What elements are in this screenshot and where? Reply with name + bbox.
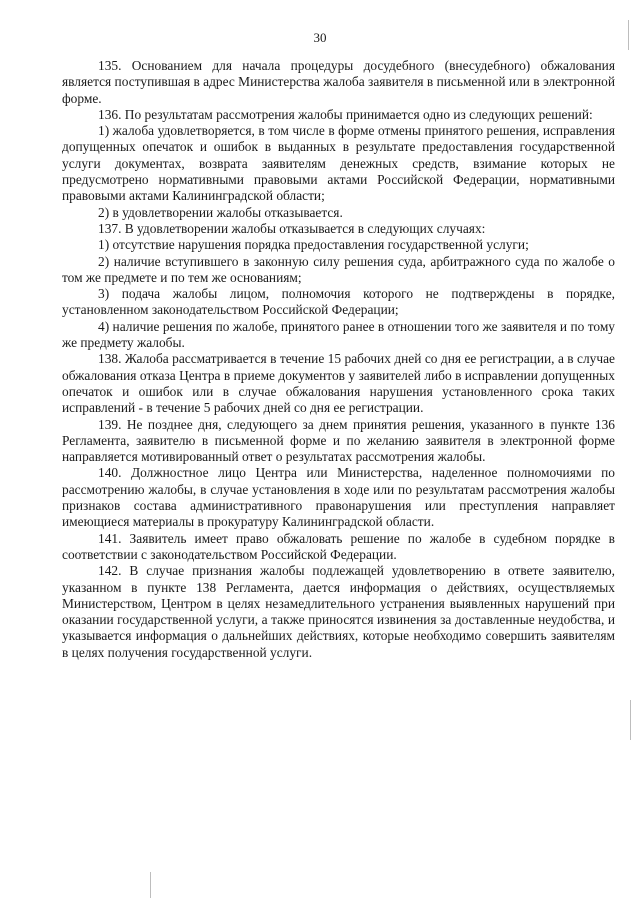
paragraph-136: 136. По результатам рассмотрения жалобы принимается одно из следующих решений: (98, 106, 593, 122)
paragraph-140: 140. Должностное лицо Центра или Министерства, наделенное полномочиями по рассмотрению жалобы, в случае установления в ходе или по результатам рассмотрения жалобы признаков состава административного правонарушения или преступления направляет имеющиеся материалы в прокуратуру Калининградской области. (62, 465, 615, 530)
paragraph-139: 139. Не позднее дня, следующего за днем принятия решения, указанного в пункте 136 Регламента, заявителю в письменной форме и по желанию заявителя в электронной форме направляется мотивированный ответ о результатах рассмотрения жалобы. (62, 416, 615, 465)
paragraph-142: 142. В случае признания жалобы подлежащей удовлетворению в ответе заявителю, указанном в пункте 138 Регламента, дается информация о действиях, осуществляемых Министерством, Центром в целях незамедлительного устранения выявленных нарушений при оказании государственной услуги, а также приносятся извинения за доставленные неудобства, и указывается информация о дальнейших действиях, которые необходимо совершить заявителям в целях получения государственной услуги. (62, 563, 615, 660)
paragraph-136-item-1: 1) жалоба удовлетворяется, в том числе в форме отмены принятого решения, исправления допущенных опечаток и ошибок в выданных в результате предоставления государственной услуги документах, возврата заявителям денежных средств, взимание которых не предусмотрено нормативными правовыми актами Российской Федерации, нормативными правовыми актами Калининградской области; (62, 123, 615, 204)
paragraph-138: 138. Жалоба рассматривается в течение 15 рабочих дней со дня ее регистрации, а в случае обжалования отказа Центра в приеме документов у заявителей либо в исправлении допущенных опечаток и ошибок или в случае обжалования нарушения установленного срока таких исправлений - в течение 5 рабочих дней со дня ее регистрации. (62, 351, 615, 416)
paragraph-135: 135. Основанием для начала процедуры досудебного (внесудебного) обжалования является поступившая в адрес Министерства жалоба заявителя в письменной или в электронной форме. (62, 58, 616, 106)
page-number: 30 (313, 30, 327, 45)
scan-edge-mark (628, 20, 629, 50)
document-body (62, 58, 615, 661)
paragraph-137: 137. В удовлетворении жалобы отказывается в следующих случаях: (98, 220, 486, 236)
paragraph-136-item-2: 2) в удовлетворении жалобы отказывается. (98, 204, 343, 220)
paragraph-137-item-1: 1) отсутствие нарушения порядка предоставления государственной услуги; (98, 237, 529, 253)
scan-edge-mark (630, 700, 631, 740)
paragraph-137-item-3: 3) подача жалобы лицом, полномочия которого не подтверждены в порядке, установленном законодательством Российской Федерации; (62, 286, 615, 318)
paragraph-137-item-2: 2) наличие вступившего в законную силу решения суда, арбитражного суда по жалобе о том же предмете и по тем же основаниям; (62, 253, 615, 285)
paragraph-137-item-4: 4) наличие решения по жалобе, принятого ранее в отношении того же заявителя и по тому же предмету жалобы. (62, 318, 615, 351)
paragraph-141: 141. Заявитель имеет право обжаловать решение по жалобе в судебном порядке в соответствии с законодательством Российской Федерации. (62, 530, 615, 562)
scan-bottom-mark (150, 872, 151, 898)
